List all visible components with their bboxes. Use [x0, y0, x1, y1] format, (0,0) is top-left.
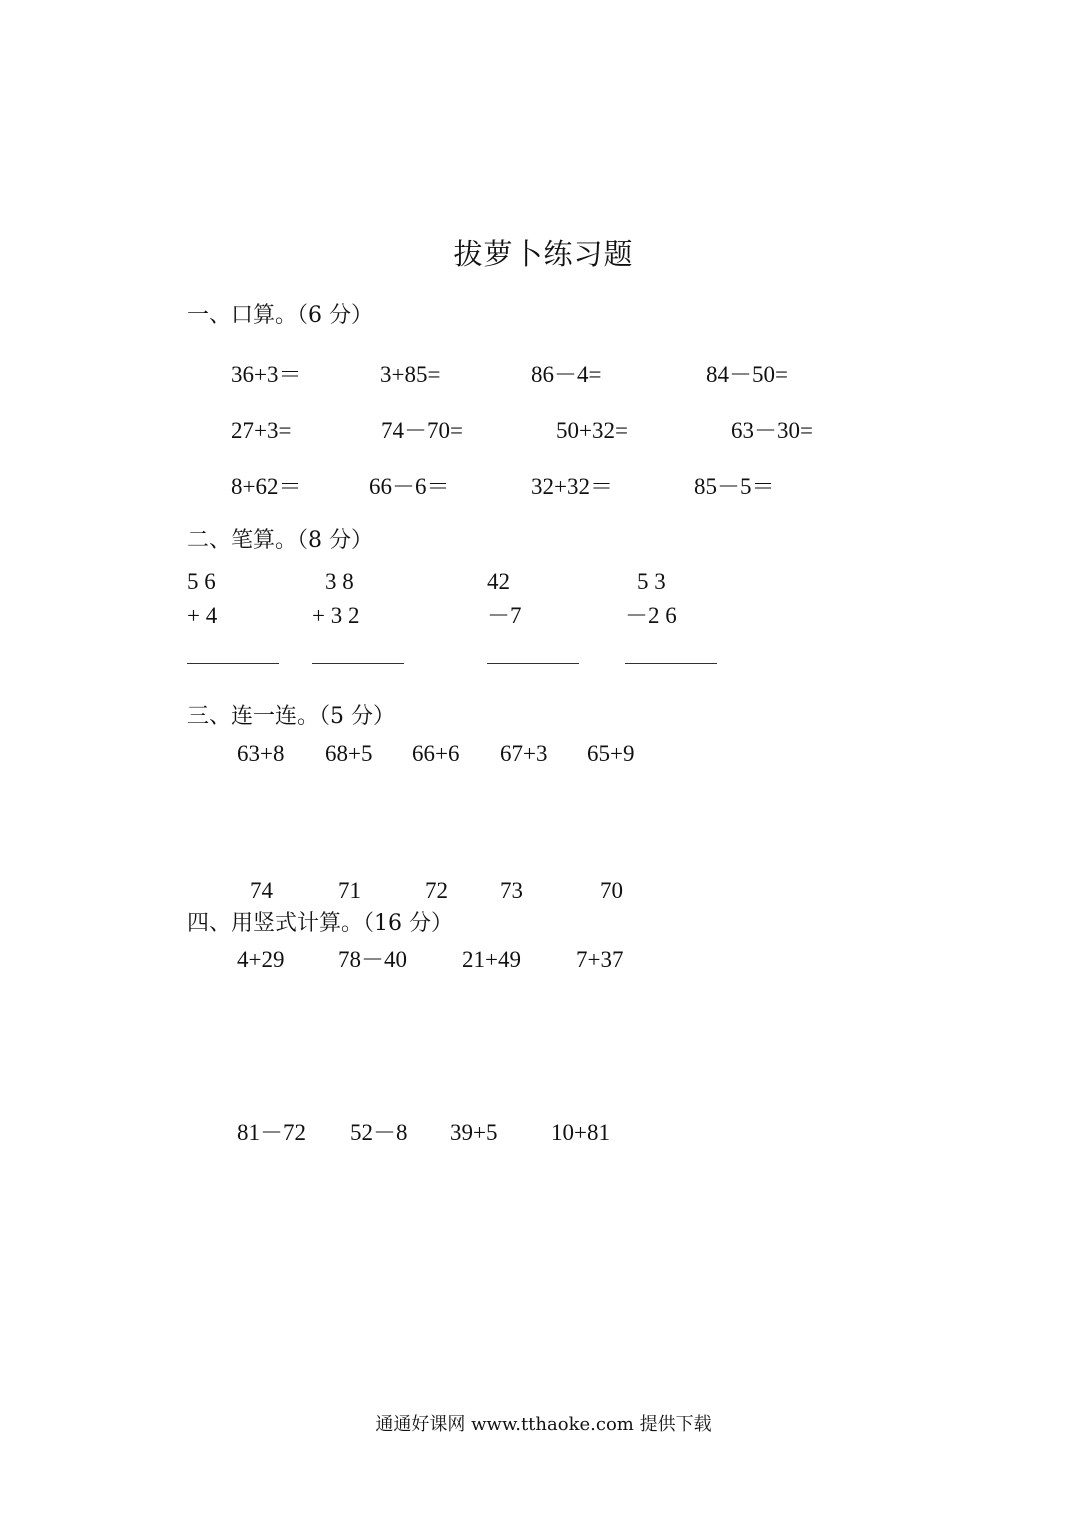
written-problem-bottom: + 4 [187, 603, 218, 628]
section2-heading: 二、笔算。（8 分） [187, 528, 373, 553]
match-answer: 71 [338, 878, 361, 903]
oral-item: 8+62＝ [231, 474, 302, 499]
vertical-calc-item: 39+5 [450, 1120, 498, 1145]
match-expression: 66+6 [412, 741, 460, 766]
oral-item: 3+85= [380, 362, 441, 387]
oral-item: 84－50= [706, 362, 788, 387]
written-problem-top: 5 3 [637, 569, 666, 594]
page-title: 拔萝卜练习题 [453, 237, 634, 271]
oral-item: 36+3＝ [231, 362, 302, 387]
oral-item: 85－5＝ [694, 474, 775, 499]
vertical-calc-item: 4+29 [237, 947, 285, 972]
written-problem-bottom: －7 [487, 603, 522, 628]
section1-heading: 一、口算。（6 分） [187, 303, 373, 328]
match-expression: 67+3 [500, 741, 548, 766]
written-problem-line: ＿＿＿＿ [187, 641, 279, 666]
written-problem-top: 5 6 [187, 569, 216, 594]
match-answer: 72 [425, 878, 448, 903]
written-problem-line: ＿＿＿＿ [625, 641, 717, 666]
oral-item: 50+32= [556, 418, 628, 443]
section4-heading: 四、用竖式计算。（16 分） [187, 911, 453, 936]
footer-credit: 通通好课网 www.tthaoke.com 提供下载 [375, 1414, 712, 1435]
oral-item: 27+3= [231, 418, 292, 443]
vertical-calc-item: 52－8 [350, 1120, 408, 1145]
written-problem-bottom: －2 6 [625, 603, 677, 628]
match-expression: 65+9 [587, 741, 635, 766]
match-answer: 73 [500, 878, 523, 903]
match-expression: 68+5 [325, 741, 373, 766]
vertical-calc-item: 10+81 [551, 1120, 610, 1145]
written-problem-line: ＿＿＿＿ [487, 641, 579, 666]
oral-item: 66－6＝ [369, 474, 450, 499]
vertical-calc-item: 21+49 [462, 947, 521, 972]
written-problem-bottom: + 3 2 [312, 603, 360, 628]
oral-item: 32+32＝ [531, 474, 613, 499]
match-answer: 74 [250, 878, 273, 903]
oral-item: 74－70= [381, 418, 463, 443]
written-problem-line: ＿＿＿＿ [312, 641, 404, 666]
match-answer: 70 [600, 878, 623, 903]
vertical-calc-item: 81－72 [237, 1120, 306, 1145]
oral-item: 63－30= [731, 418, 813, 443]
match-expression: 63+8 [237, 741, 285, 766]
vertical-calc-item: 78－40 [338, 947, 407, 972]
section3-heading: 三、连一连。（5 分） [187, 704, 395, 729]
oral-item: 86－4= [531, 362, 602, 387]
vertical-calc-item: 7+37 [576, 947, 624, 972]
written-problem-top: 42 [487, 569, 510, 594]
written-problem-top: 3 8 [325, 569, 354, 594]
